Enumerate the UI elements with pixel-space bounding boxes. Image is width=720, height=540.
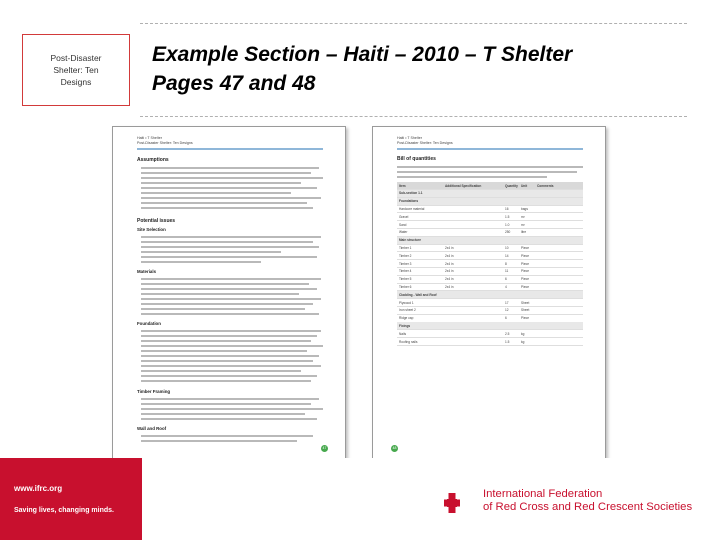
table-cell: Nails xyxy=(399,331,407,336)
slide-title: Example Section – Haiti – 2010 – T Shelter Pages 47 and 48 xyxy=(152,43,573,95)
table-cell: 2x4 in xyxy=(445,245,454,250)
table-cell: m³ xyxy=(521,222,525,227)
table-section-row xyxy=(397,198,583,206)
table-cell: 1.5 xyxy=(505,339,510,344)
table-cell: Hardcore material xyxy=(399,206,425,211)
table-cell: Sub-section 1.1 xyxy=(399,191,423,196)
page-header-a: Haiti • T Shelter xyxy=(397,136,422,140)
slogan: Saving lives, changing minds. xyxy=(14,507,114,514)
page-number-badge: 48 xyxy=(392,446,397,450)
table-section-row xyxy=(397,322,583,330)
table-cell: Timber 4 xyxy=(399,269,412,274)
table-heading: Bill of quantities xyxy=(397,156,436,162)
section-heading: Assumptions xyxy=(137,157,169,163)
table-cell: Timber 5 xyxy=(399,277,412,282)
sidebar-label-box xyxy=(22,34,130,106)
red-cross-crescent-logo-icon xyxy=(443,488,473,518)
table-cell: Sheet xyxy=(521,308,530,313)
table-cell: 2x4 in xyxy=(445,253,454,258)
table-cell: Sheet xyxy=(521,300,530,305)
table-cell: Piece xyxy=(521,316,529,321)
table-section-row xyxy=(397,291,583,299)
document-page-48 xyxy=(372,126,606,462)
table-row xyxy=(397,244,583,252)
table-header-cell: Comments xyxy=(537,183,554,188)
section-heading: Foundation xyxy=(137,321,161,326)
table-cell: Sand xyxy=(399,222,407,227)
table-row xyxy=(397,299,583,307)
table-cell: 2x4 in xyxy=(445,269,454,274)
table-row xyxy=(397,338,583,346)
table-cell: litre xyxy=(521,230,527,235)
table-cell: Timber 1 xyxy=(399,245,412,250)
table-cell: Timber 2 xyxy=(399,253,412,258)
table-cell: Gravel xyxy=(399,214,409,219)
table-row xyxy=(397,307,583,315)
table-cell: Roofing nails xyxy=(399,339,418,344)
table-cell: 17 xyxy=(505,300,509,305)
table-cell: kg xyxy=(521,339,525,344)
table-header-cell: Unit xyxy=(521,183,528,188)
table-row xyxy=(397,283,583,291)
table-cell: kg xyxy=(521,331,525,336)
section-heading: Potential issues xyxy=(137,218,176,224)
header-rule xyxy=(397,148,583,150)
table-cell: 16 xyxy=(505,206,509,211)
table-cell: 14 xyxy=(505,253,509,258)
table-cell: 2.5 xyxy=(505,331,510,336)
table-cell: Piece xyxy=(521,269,529,274)
table-cell: 6 xyxy=(505,277,507,282)
table-row xyxy=(397,221,583,229)
table-cell: 10 xyxy=(505,245,509,250)
table-cell: Timber 3 xyxy=(399,261,412,266)
section-heading: Materials xyxy=(137,269,157,274)
table-cell: Cladding - Wall and Roof xyxy=(399,292,437,297)
table-cell: Piece xyxy=(521,261,529,266)
table-cell: 2x4 in xyxy=(445,284,454,289)
table-cell: 2x4 in xyxy=(445,261,454,266)
table-cell: Piece xyxy=(521,245,529,250)
table-row xyxy=(397,213,583,221)
page-header-b: Post-Disaster Shelter: Ten Designs xyxy=(137,141,193,145)
section-heading: Timber Framing xyxy=(137,389,171,394)
table-cell: Piece xyxy=(521,277,529,282)
table-section-row xyxy=(397,237,583,245)
table-section-row xyxy=(397,190,583,198)
document-page-47 xyxy=(112,126,346,462)
table-header-cell: Additional Specification xyxy=(445,183,482,188)
top-divider xyxy=(140,23,687,24)
table-cell: 8 xyxy=(505,261,507,266)
table-cell: Foundations xyxy=(399,199,419,204)
table-cell: 12 xyxy=(505,308,509,313)
bottom-divider xyxy=(140,116,687,117)
section-heading: Wall and Roof xyxy=(137,426,167,431)
website-url[interactable]: www.ifrc.org xyxy=(14,484,63,493)
table-header-row xyxy=(397,182,583,190)
table-cell: Plywood 1 xyxy=(399,300,414,305)
table-row xyxy=(397,315,583,323)
table-cell: 1.5 xyxy=(505,214,510,219)
header-rule xyxy=(137,148,323,150)
table-row xyxy=(397,252,583,260)
page-header-a: Haiti • T Shelter xyxy=(137,136,162,140)
table-cell: Iron sheet 2 xyxy=(399,308,416,313)
table-cell: 6 xyxy=(505,316,507,321)
table-row xyxy=(397,268,583,276)
table-cell: Timber 6 xyxy=(399,284,412,289)
table-cell: Ridge cap xyxy=(399,316,414,321)
organization-name: International Federation of Red Cross and Red Crescent Societies xyxy=(483,488,693,514)
footer xyxy=(0,458,720,540)
page-number-badge: 47 xyxy=(322,446,327,450)
table-header-cell: Item xyxy=(399,183,406,188)
table-cell: Piece xyxy=(521,253,529,258)
page-header-b: Post-Disaster Shelter: Ten Designs xyxy=(397,141,453,145)
table-cell: 4 xyxy=(505,284,507,289)
section-heading: Site Selection xyxy=(137,227,166,232)
table-cell: m³ xyxy=(521,214,525,219)
table-cell: bags xyxy=(521,206,528,211)
table-row xyxy=(397,276,583,284)
table-cell: 2x4 in xyxy=(445,277,454,282)
table-cell: Water xyxy=(399,230,408,235)
table-row xyxy=(397,229,583,237)
table-cell: 250 xyxy=(505,230,511,235)
table-row xyxy=(397,330,583,338)
table-cell: 11 xyxy=(505,269,509,274)
table-row xyxy=(397,205,583,213)
footer-brand-panel xyxy=(0,458,142,540)
sidebar-label: Post-Disaster Shelter: Ten Designs xyxy=(50,52,102,88)
table-cell: Piece xyxy=(521,284,529,289)
table-cell: 1.0 xyxy=(505,222,510,227)
table-header-cell: Quantity xyxy=(505,183,518,188)
table-cell: Main structure xyxy=(399,238,421,243)
table-cell: Fixings xyxy=(399,323,411,328)
table-row xyxy=(397,260,583,268)
